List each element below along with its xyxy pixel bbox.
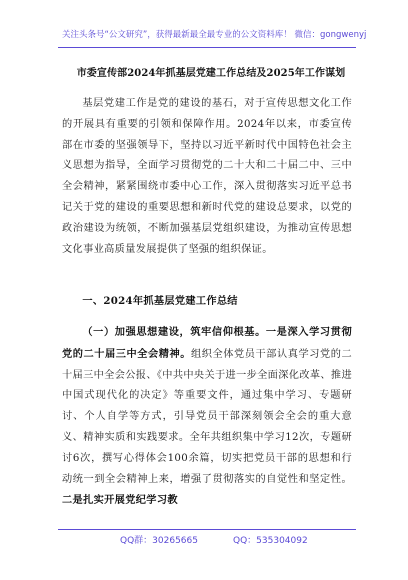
- footer-qq-group: QQ群：30265665: [120, 536, 198, 546]
- subsection-heading: （一）加强思想建设，筑牢信仰根基。: [82, 326, 266, 338]
- header-banner: 关注头条号“公文研究”，获得最新最全最专业的公文资料库！ 微信：gongwenyj: [62, 30, 367, 40]
- intro-paragraph: 基层党建工作是党的建设的基石，对于宣传思想文化工作的开展具有重要的引领和保障作用。2024年以来，市委宣传部在市委的坚强领导下，坚持以习近平新时代中国特色社会主义思想为指导，全面学习贯彻党的二十大和二十届二中、三中全会精神，紧紧围绕市委中心工作，深入贯彻落实习近平总书记关于党的建设的重要思想和新时代党的建设总要求，以党的政治建设为统领，不断加强基层党组织建设，为推动宣传思想文化事业高质量发展提供了坚强的组织保证。: [62, 98, 352, 255]
- section-heading: 一、2024年抓基层党建工作总结: [82, 295, 238, 307]
- document-title: 市委宣传部2024年抓基层党建工作总结及2025年工作谋划: [76, 68, 346, 79]
- subsection-paragraph: [62, 322, 352, 512]
- footer-divider: [58, 529, 356, 530]
- subsection-body: 组织全体党员干部认真学习党的二十届三中全会公报、《中共中央关于进一步全面深化改革、推进中国式现代化的决定》等重要文件，通过集中学习、专题研讨、个人自学等方式，引导党员干部深刻领会全会的重大意义、精神实质和实践要求。全年共组织集中学习12次，专题研讨6次，撰写心得体会100余篇，切实把党员干部的思想和行动统一到全会精神上来，增强了贯彻落实的自觉性和坚定性。: [62, 348, 352, 485]
- subsection-lead-2: 二是扎实开展党纪学习教: [62, 494, 178, 507]
- footer-qq: QQ：535304092: [233, 536, 308, 546]
- header-divider: [58, 47, 356, 48]
- subsection-lead: 一是深入学习贯彻党的二十届三中全会精神。: [62, 326, 352, 360]
